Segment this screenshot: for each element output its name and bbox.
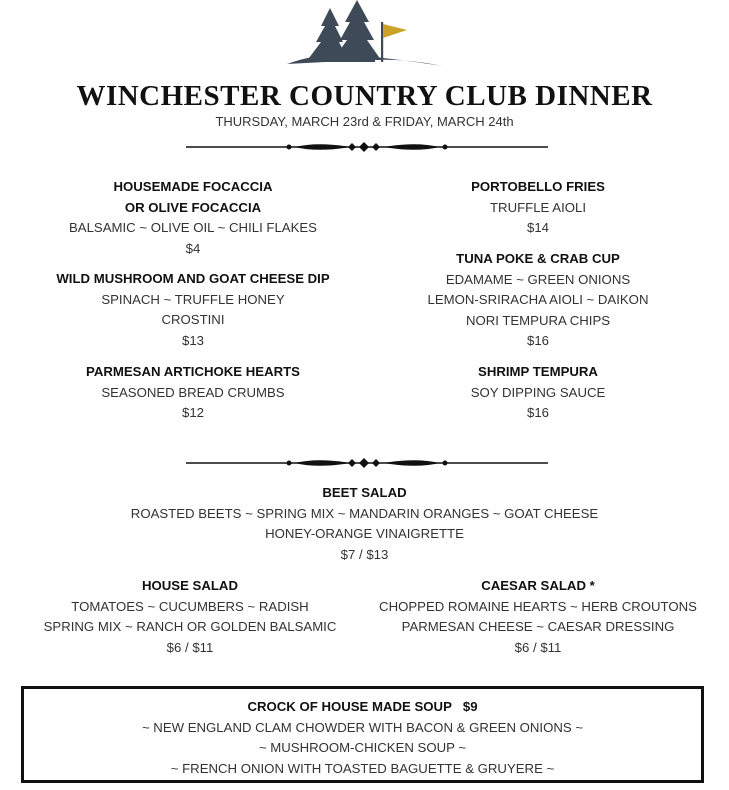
item-description: SPRING MIX ~ RANCH OR GOLDEN BALSAMIC <box>43 619 337 635</box>
item-price: $12 <box>181 405 204 421</box>
item-price: $7 / $13 <box>340 546 389 562</box>
item-price: $14 <box>526 220 549 236</box>
item-name: PORTOBELLO FRIES <box>471 179 605 194</box>
soup-option: ~ FRENCH ONION WITH TOASTED BAGUETTE & GRUYERE ~ <box>170 760 555 776</box>
menu-item-soup <box>24 697 701 779</box>
item-price: $13 <box>181 332 204 348</box>
item-description: LEMON-SRIRACHA AIOLI ~ DAIKON <box>427 292 649 308</box>
item-name: CROCK OF HOUSE MADE SOUP <box>247 699 452 714</box>
item-name: PARMESAN ARTICHOKE HEARTS <box>86 364 300 379</box>
item-description: SEASONED BREAD CRUMBS <box>101 384 285 400</box>
menu-item-mushroom-dip <box>18 269 368 351</box>
item-description: TOMATOES ~ CUCUMBERS ~ RADISH <box>71 598 309 614</box>
item-name: SHRIMP TEMPURA <box>478 364 598 379</box>
ornamental-divider-icon <box>186 456 548 470</box>
item-price: $9 <box>462 699 478 714</box>
item-description: CROSTINI <box>161 312 225 328</box>
item-price: $6 / $11 <box>514 639 562 655</box>
item-description: BALSAMIC ~ OLIVE OIL ~ CHILI FLAKES <box>69 220 317 236</box>
page-title: WINCHESTER COUNTRY CLUB DINNER <box>76 80 653 112</box>
item-description: CHOPPED ROMAINE HEARTS ~ HERB CROUTONS <box>379 598 697 614</box>
item-description: HONEY-ORANGE VINAIGRETTE <box>265 526 464 542</box>
item-name: WILD MUSHROOM AND GOAT CHEESE DIP <box>56 271 330 286</box>
soup-box <box>21 686 704 783</box>
item-description: PARMESAN CHEESE ~ CAESAR DRESSING <box>401 619 675 635</box>
item-description: ROASTED BEETS ~ SPRING MIX ~ MANDARIN ORANGES ~ GOAT CHEESE <box>130 505 599 521</box>
menu-item-beet-salad <box>0 483 729 565</box>
soup-heading <box>24 697 701 718</box>
item-name: HOUSE SALAD <box>142 578 238 593</box>
menu-item-shrimp-tempura <box>363 362 713 424</box>
menu-item-tuna-poke <box>363 249 713 352</box>
item-name: CAESAR SALAD * <box>481 578 595 593</box>
menu-item-portobello-fries <box>363 177 713 239</box>
event-dates: THURSDAY, MARCH 23rd & FRIDAY, MARCH 24th <box>215 114 514 129</box>
menu-item-house-salad <box>15 576 365 658</box>
item-price: $4 <box>185 240 201 256</box>
item-description: NORI TEMPURA CHIPS <box>465 312 611 328</box>
item-price: $16 <box>526 333 549 349</box>
item-name: HOUSEMADE FOCACCIA <box>113 179 273 194</box>
item-description: TRUFFLE AIOLI <box>490 199 586 215</box>
item-description: EDAMAME ~ GREEN ONIONS <box>445 271 631 287</box>
soup-option: ~ NEW ENGLAND CLAM CHOWDER WITH BACON & GREEN ONIONS ~ <box>141 719 584 735</box>
item-name: OR OLIVE FOCACCIA <box>124 199 262 215</box>
item-description: SPINACH ~ TRUFFLE HONEY <box>101 291 285 307</box>
menu-item-focaccia <box>18 177 368 259</box>
menu-item-caesar-salad <box>363 576 713 658</box>
item-name: BEET SALAD <box>322 485 407 500</box>
item-price: $6 / $11 <box>166 639 214 655</box>
ornamental-divider-icon <box>186 140 548 154</box>
item-name: TUNA POKE & CRAB CUP <box>456 251 620 266</box>
item-description: SOY DIPPING SAUCE <box>470 384 606 400</box>
soup-option: ~ MUSHROOM-CHICKEN SOUP ~ <box>258 740 467 756</box>
menu-item-artichoke-hearts <box>18 362 368 424</box>
pine-trees-flag-logo-icon <box>285 0 445 76</box>
item-price: $16 <box>526 405 549 421</box>
